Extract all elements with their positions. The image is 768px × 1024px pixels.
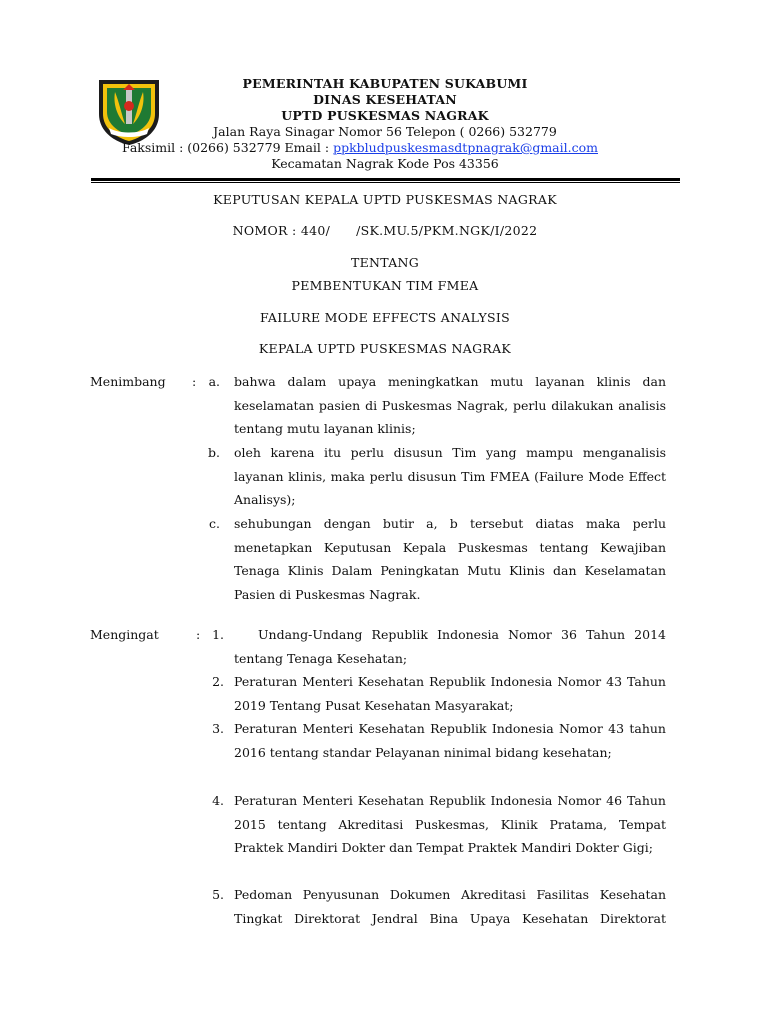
mengingat-colon: : <box>196 627 201 642</box>
mengingat-item-3: Peraturan Menteri Kesehatan Republik Indonesia Nomor 43 tahun 2016 tentang standar Pelayanan ninimal bidang kesehatan; <box>234 721 666 760</box>
menimbang-label: Menimbang <box>90 374 166 389</box>
menimbang-marker-a: a. <box>208 374 220 389</box>
mengingat-marker-2: 2. <box>212 674 224 689</box>
decree-title: KEPUTUSAN KEPALA UPTD PUSKESMAS NAGRAK <box>213 192 557 207</box>
mengingat-item-4: Peraturan Menteri Kesehatan Republik Indonesia Nomor 46 Tahun 2015 tentang Akreditasi Puskesmas, Klinik Pratama, Tempat Praktek Mandiri Dokter dan Tempat Praktek Mandiri Dokter Gigi; <box>234 793 666 855</box>
mengingat-marker-5: 5. <box>212 887 224 902</box>
mengingat-marker-1: 1. <box>212 627 224 642</box>
letterhead-divider-thin <box>91 182 680 183</box>
menimbang-item-b: oleh karena itu perlu disusun Tim yang mampu menganalisis layanan klinis, maka perlu disusun Tim FMEA (Failure Mode Effect Analisys); <box>234 445 666 507</box>
letterhead-fax: Faksimil : (0266) 532779 Email : <box>122 140 334 155</box>
decree-number <box>150 223 620 238</box>
email-link[interactable]: ppkbludpuskesmasdtpnagrak@gmail.com <box>333 140 598 155</box>
mengingat-item-5: Pedoman Penyusunan Dokumen Akreditasi Fasilitas Kesehatan Tingkat Direktorat Jendral Bina Upaya Kesehatan Direktorat <box>234 887 666 926</box>
decree-subject-detail: FAILURE MODE EFFECTS ANALYSIS <box>260 310 510 325</box>
letterhead-district: Kecamatan Nagrak Kode Pos 43356 <box>271 156 499 171</box>
decree-issuer: KEPALA UPTD PUSKESMAS NAGRAK <box>258 341 512 356</box>
mengingat-marker-3: 3. <box>212 721 224 736</box>
decree-number-value: /SK.MU.5/PKM.NGK/I/2022 <box>356 223 538 238</box>
letterhead-unit: UPTD PUSKESMAS NAGRAK <box>281 108 489 123</box>
decree-number-label: NOMOR : 440/ <box>232 223 331 238</box>
mengingat-label: Mengingat <box>90 627 159 642</box>
letterhead-agency: DINAS KESEHATAN <box>313 92 457 107</box>
letterhead-address: Jalan Raya Sinagar Nomor 56 Telepon ( 0266) 532779 <box>213 124 557 139</box>
decree-about: TENTANG <box>350 255 420 270</box>
menimbang-item-a: bahwa dalam upaya meningkatkan mutu layanan klinis dan keselamatan pasien di Puskesmas Nagrak, perlu dilakukan analisis tentang mutu layanan klinis; <box>234 374 666 436</box>
letterhead <box>122 76 620 172</box>
menimbang-colon: : <box>192 374 197 389</box>
mengingat-marker-4: 4. <box>212 793 224 808</box>
menimbang-marker-c: c. <box>209 516 220 531</box>
mengingat-item-1: Undang-Undang Republik Indonesia Nomor 36 Tahun 2014 tentang Tenaga Kesehatan; <box>234 627 666 666</box>
menimbang-marker-b: b. <box>208 445 220 460</box>
letterhead-contact <box>122 140 598 156</box>
letterhead-divider-thick <box>91 178 680 181</box>
letterhead-government: PEMERINTAH KABUPATEN SUKABUMI <box>242 76 528 91</box>
menimbang-item-c: sehubungan dengan butir a, b tersebut diatas maka perlu menetapkan Keputusan Kepala Puskesmas tentang Kewajiban Tenaga Klinis Dalam Peningkatan Mutu Klinis dan Keselamatan Pasien di Puskesmas Nagrak. <box>234 516 666 602</box>
mengingat-item-2: Peraturan Menteri Kesehatan Republik Indonesia Nomor 43 Tahun 2019 Tentang Pusat Kesehatan Masyarakat; <box>234 674 666 713</box>
decree-subject: PEMBENTUKAN TIM FMEA <box>291 278 479 293</box>
